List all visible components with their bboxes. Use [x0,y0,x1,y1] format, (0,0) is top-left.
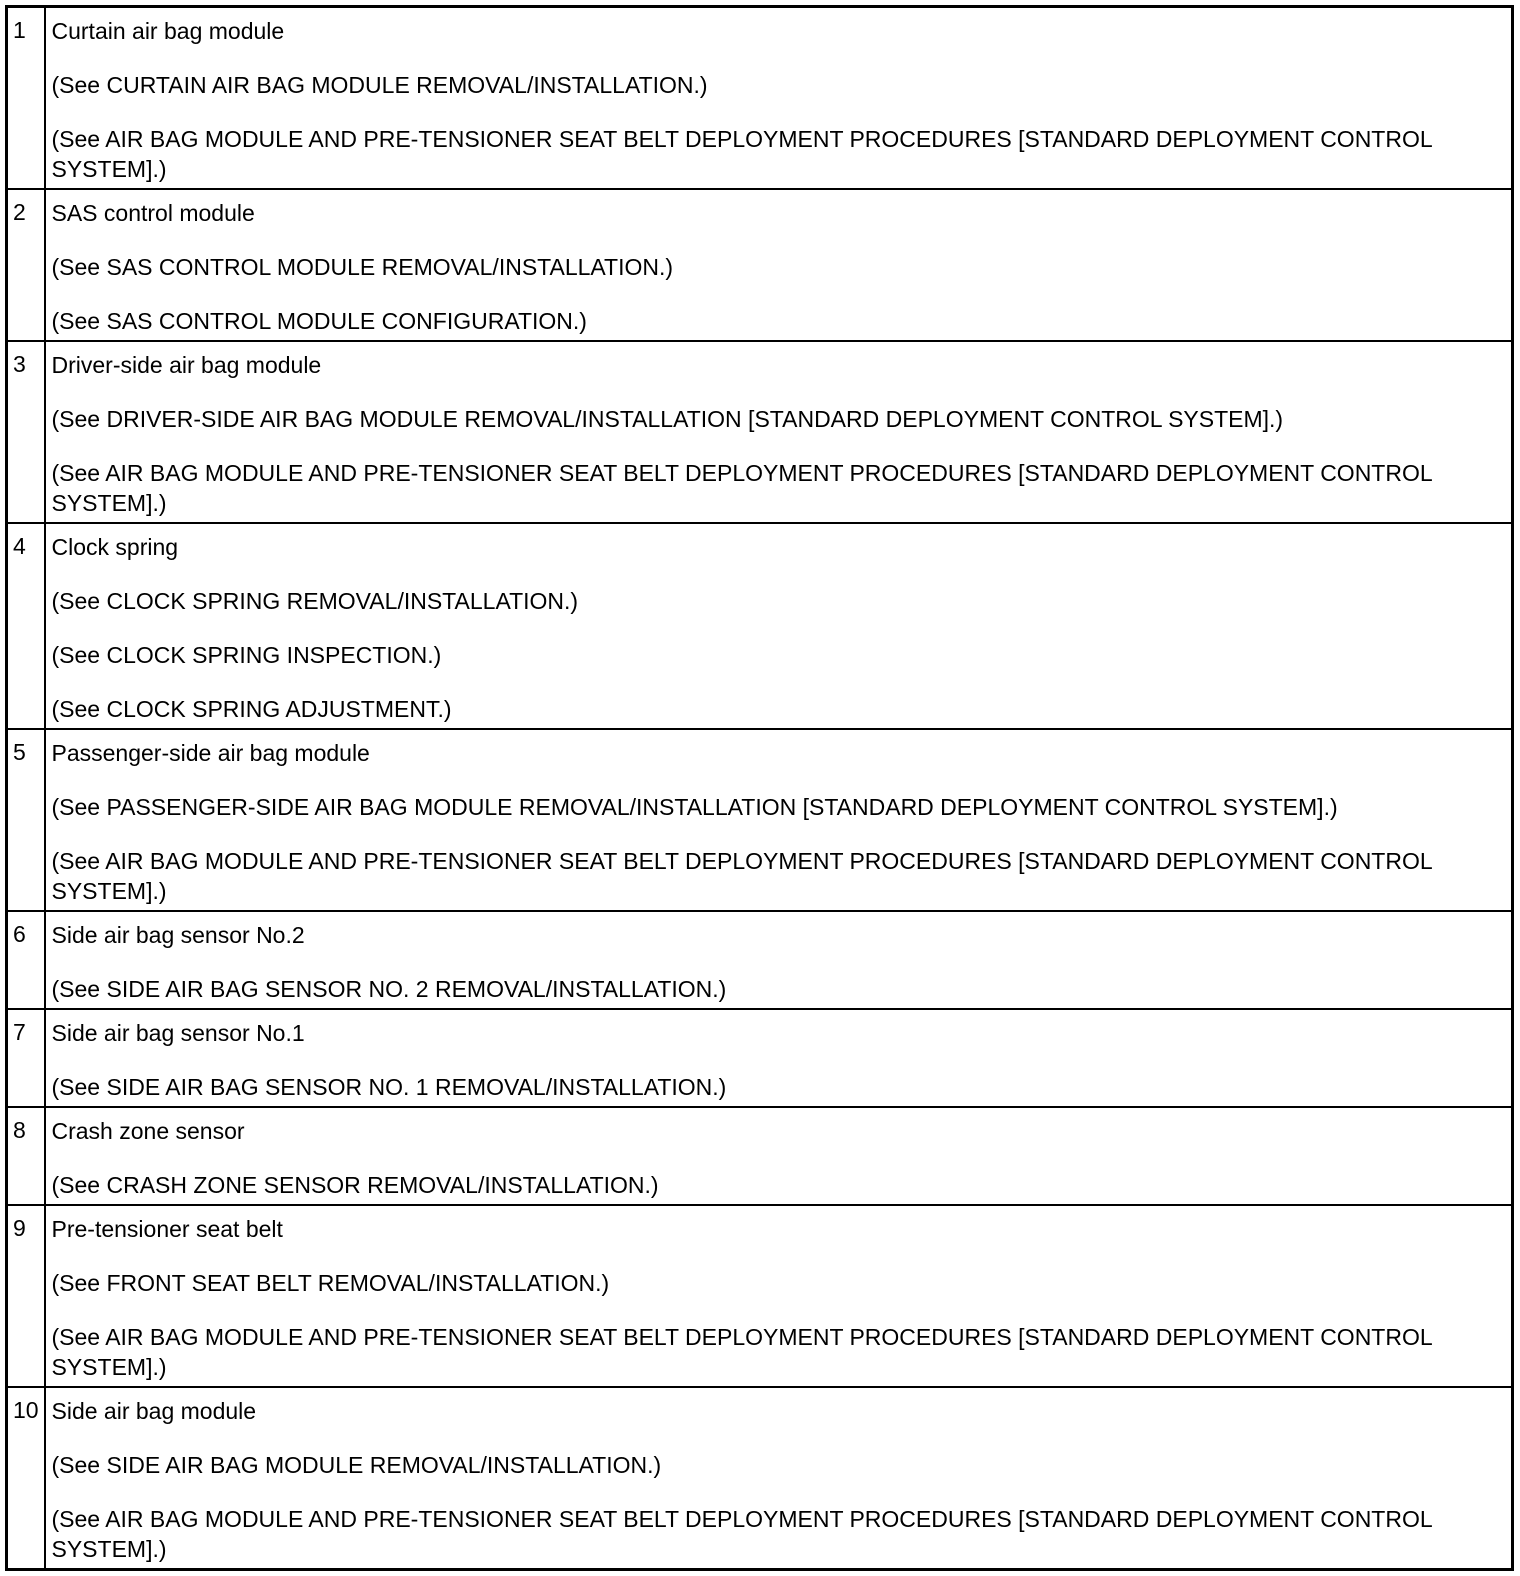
item-content [45,189,1513,341]
item-content [45,1009,1513,1107]
reference-link[interactable]: (See CLOCK SPRING ADJUSTMENT.) [51,696,452,722]
parts-table-body [7,7,1513,1570]
item-content [45,341,1513,523]
item-content [45,523,1513,729]
item-title: Pre-tensioner seat belt [51,1216,283,1242]
item-content [45,7,1513,190]
item-title: SAS control module [51,200,255,226]
item-content [45,1387,1513,1570]
item-content [45,1205,1513,1387]
item-number: 6 [7,911,45,1009]
item-title: Curtain air bag module [51,18,285,44]
reference-link[interactable]: (See CURTAIN AIR BAG MODULE REMOVAL/INSTALLATION.) [51,72,708,98]
item-content [45,911,1513,1009]
item-number: 5 [7,729,45,911]
reference-link[interactable]: (See SAS CONTROL MODULE REMOVAL/INSTALLATION.) [51,254,674,280]
item-content [45,729,1513,911]
item-title: Clock spring [51,534,179,560]
reference-link[interactable]: (See DRIVER-SIDE AIR BAG MODULE REMOVAL/INSTALLATION [STANDARD DEPLOYMENT CONTROL SYSTEM].) [51,406,1284,432]
item-number: 3 [7,341,45,523]
reference-link[interactable]: (See AIR BAG MODULE AND PRE-TENSIONER SEAT BELT DEPLOYMENT PROCEDURES [STANDARD DEPLOYMENT CONTROL SYSTEM].) [51,1506,1432,1562]
item-number: 4 [7,523,45,729]
item-title: Driver-side air bag module [51,352,322,378]
table-row [7,1009,1513,1107]
item-number: 8 [7,1107,45,1205]
reference-link[interactable]: (See AIR BAG MODULE AND PRE-TENSIONER SEAT BELT DEPLOYMENT PROCEDURES [STANDARD DEPLOYMENT CONTROL SYSTEM].) [51,1324,1432,1380]
item-title: Side air bag sensor No.1 [51,1020,305,1046]
table-row [7,7,1513,190]
item-title: Passenger-side air bag module [51,740,370,766]
parts-table [5,5,1514,1571]
item-title: Side air bag module [51,1398,257,1424]
item-number: 9 [7,1205,45,1387]
item-number: 1 [7,7,45,190]
item-number: 10 [7,1387,45,1570]
reference-link[interactable]: (See SAS CONTROL MODULE CONFIGURATION.) [51,308,587,334]
item-content [45,1107,1513,1205]
reference-link[interactable]: (See AIR BAG MODULE AND PRE-TENSIONER SEAT BELT DEPLOYMENT PROCEDURES [STANDARD DEPLOYMENT CONTROL SYSTEM].) [51,126,1432,182]
item-title: Crash zone sensor [51,1118,245,1144]
table-row [7,523,1513,729]
table-row [7,1387,1513,1570]
reference-link[interactable]: (See SIDE AIR BAG SENSOR NO. 2 REMOVAL/INSTALLATION.) [51,976,727,1002]
table-row [7,729,1513,911]
table-row [7,1205,1513,1387]
item-number: 7 [7,1009,45,1107]
item-number: 2 [7,189,45,341]
table-row [7,911,1513,1009]
reference-link[interactable]: (See PASSENGER-SIDE AIR BAG MODULE REMOVAL/INSTALLATION [STANDARD DEPLOYMENT CONTROL SYSTEM].) [51,794,1338,820]
item-title: Side air bag sensor No.2 [51,922,305,948]
reference-link[interactable]: (See CRASH ZONE SENSOR REMOVAL/INSTALLATION.) [51,1172,659,1198]
table-row [7,341,1513,523]
reference-link[interactable]: (See SIDE AIR BAG MODULE REMOVAL/INSTALLATION.) [51,1452,662,1478]
reference-link[interactable]: (See AIR BAG MODULE AND PRE-TENSIONER SEAT BELT DEPLOYMENT PROCEDURES [STANDARD DEPLOYMENT CONTROL SYSTEM].) [51,460,1432,516]
reference-link[interactable]: (See CLOCK SPRING INSPECTION.) [51,642,442,668]
reference-link[interactable]: (See SIDE AIR BAG SENSOR NO. 1 REMOVAL/INSTALLATION.) [51,1074,727,1100]
reference-link[interactable]: (See FRONT SEAT BELT REMOVAL/INSTALLATION.) [51,1270,610,1296]
table-row [7,189,1513,341]
reference-link[interactable]: (See AIR BAG MODULE AND PRE-TENSIONER SEAT BELT DEPLOYMENT PROCEDURES [STANDARD DEPLOYMENT CONTROL SYSTEM].) [51,848,1432,904]
table-row [7,1107,1513,1205]
reference-link[interactable]: (See CLOCK SPRING REMOVAL/INSTALLATION.) [51,588,579,614]
